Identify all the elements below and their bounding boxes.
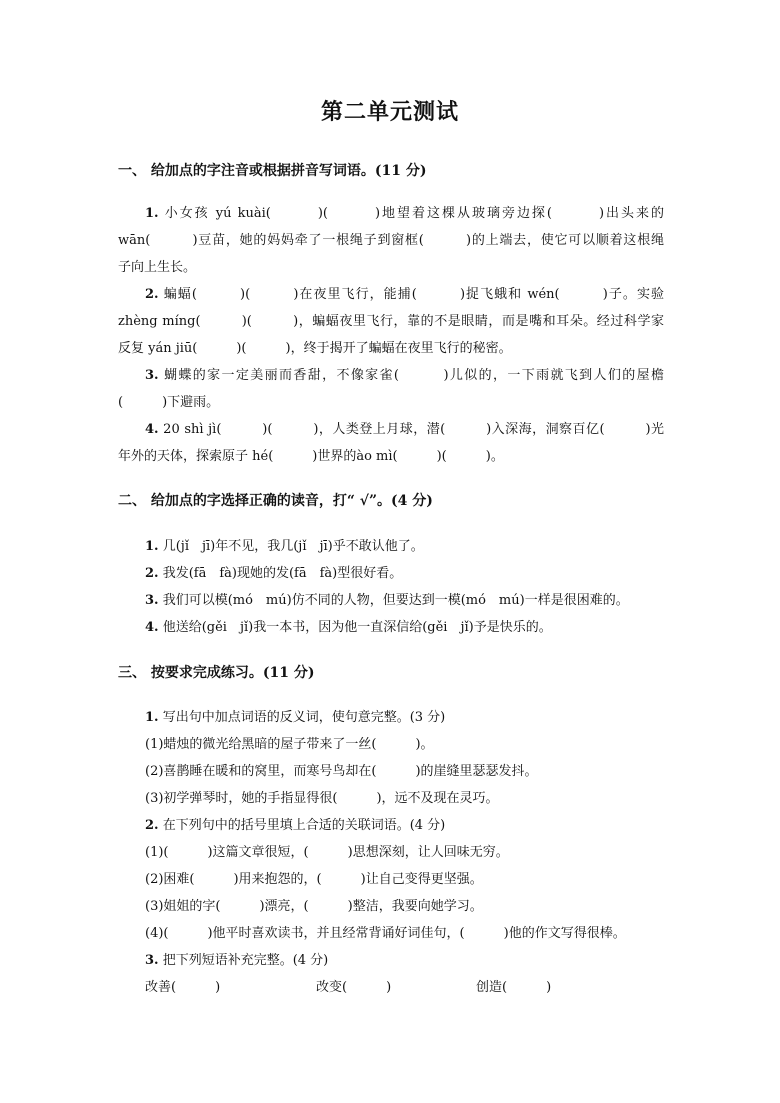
s3-q3-item-2: 改变( ) (316, 980, 392, 995)
s3-q1-item-2: (2)喜鹊睡在暖和的窝里，而寒号鸟却在( )的崖缝里瑟瑟发抖。 (145, 764, 538, 779)
s2-item-1-text: 几(jǐ jī)年不见，我几(jǐ jī)乎不敢认他了。 (158, 539, 424, 554)
s1-q2-text-1: 蝙蝠( )( )在夜里飞行，能捕( )捉飞蛾和 wén( )子。实验 (158, 287, 664, 302)
s1-q4-text-1: 20 shì jì( )( )，人类登上月球，潜( )入深海，洞察百亿( )光 (158, 422, 664, 437)
page-title: 第二单元测试 (320, 99, 459, 125)
s2-item-2-number: 2. (145, 566, 159, 581)
section-1-heading: 一、 给加点的字注音或根据拼音写词语。(11 分) (118, 163, 427, 179)
s2-item-1-number: 1. (145, 539, 159, 554)
s2-item-4-text: 他送给(gěi jǐ)我一本书，因为他一直深信给(gěi jǐ)予是快乐的。 (158, 620, 552, 635)
s1-q1-text-1: 小女孩 yú kuài( )( )地望着这棵从玻璃旁边探( )出头来的 (158, 206, 664, 221)
s1-q2-line-1 (145, 285, 664, 305)
s1-q3-line-2: ( )下避雨。 (118, 395, 220, 410)
s2-item-4-number: 4. (145, 620, 159, 635)
s3-q3-item-1: 改善( ) (145, 980, 221, 995)
s3-q2-item-4: (4)( )他平时喜欢读书，并且经常背诵好词佳句，( )他的作文写得很棒。 (145, 926, 626, 941)
s3-q3-item-3: 创造( ) (476, 980, 552, 995)
s2-item-1 (145, 537, 664, 557)
s3-q3-title-text: 把下列短语补充完整。(4 分) (158, 953, 329, 968)
s3-q1-title-text: 写出句中加点词语的反义词，使句意完整。(3 分) (158, 710, 446, 725)
s3-q2-item-3: (3)姐姐的字( )漂亮，( )整洁，我要向她学习。 (145, 899, 483, 914)
s3-q2-item-1: (1)( )这篇文章很短，( )思想深刻，让人回味无穷。 (145, 845, 509, 860)
section-3-heading: 三、 按要求完成练习。(11 分) (118, 665, 315, 681)
s2-item-2-text: 我发(fā fà)现她的发(fā fà)型很好看。 (158, 566, 403, 581)
section-2-heading: 二、 给加点的字选择正确的读音，打“ √”。(4 分) (118, 493, 433, 509)
s3-q1-number: 1. (145, 710, 159, 725)
s1-q4-number: 4. (145, 422, 159, 437)
s1-q1-line-3: 子向上生长。 (118, 260, 197, 275)
s1-q2-line-2: zhèng míng( )( )，蝙蝠夜里飞行，靠的不是眼睛，而是嘴和耳朵。经过科学家 (118, 314, 664, 329)
s3-q2-title (145, 816, 664, 836)
s2-item-2 (145, 564, 664, 584)
s2-item-3-number: 3. (145, 593, 159, 608)
s3-q1-title (145, 708, 664, 728)
s1-q3-text-1: 蝴蝶的家一定美丽而香甜，不像家雀( )儿似的，一下雨就飞到人们的屋檐 (158, 368, 664, 383)
s1-q2-line-3: 反复 yán jiū( )( )，终于揭开了蝙蝠在夜里飞行的秘密。 (118, 341, 512, 356)
s1-q4-line-2: 年外的天体，探索原子 hé( )世界的ào mì( )( )。 (118, 449, 504, 464)
s3-q3-number: 3. (145, 953, 159, 968)
s3-q2-item-2: (2)困难( )用来抱怨的，( )让自己变得更坚强。 (145, 872, 483, 887)
s1-q1-number: 1. (145, 206, 159, 221)
s1-q4-line-1 (145, 420, 664, 440)
s1-q1-line-1 (145, 204, 664, 224)
s3-q2-number: 2. (145, 818, 159, 833)
s1-q3-number: 3. (145, 368, 159, 383)
s3-q3-title (145, 951, 664, 971)
s3-q1-item-1: (1)蜡烛的微光给黑暗的屋子带来了一丝( )。 (145, 737, 434, 752)
s2-item-4 (145, 618, 664, 638)
s2-item-3-text: 我们可以模(mó mú)仿不同的人物，但要达到一模(mó mú)一样是很困难的。 (158, 593, 629, 608)
s3-q1-item-3: (3)初学弹琴时，她的手指显得很( )，远不及现在灵巧。 (145, 791, 499, 806)
s1-q1-line-2: wān( )豆苗，她的妈妈牵了一根绳子到窗框( )的上端去，使它可以顺着这根绳 (118, 233, 664, 248)
s3-q2-title-text: 在下列句中的括号里填上合适的关联词语。(4 分) (158, 818, 446, 833)
s1-q3-line-1 (145, 366, 664, 386)
s1-q2-number: 2. (145, 287, 159, 302)
s2-item-3 (145, 591, 664, 611)
